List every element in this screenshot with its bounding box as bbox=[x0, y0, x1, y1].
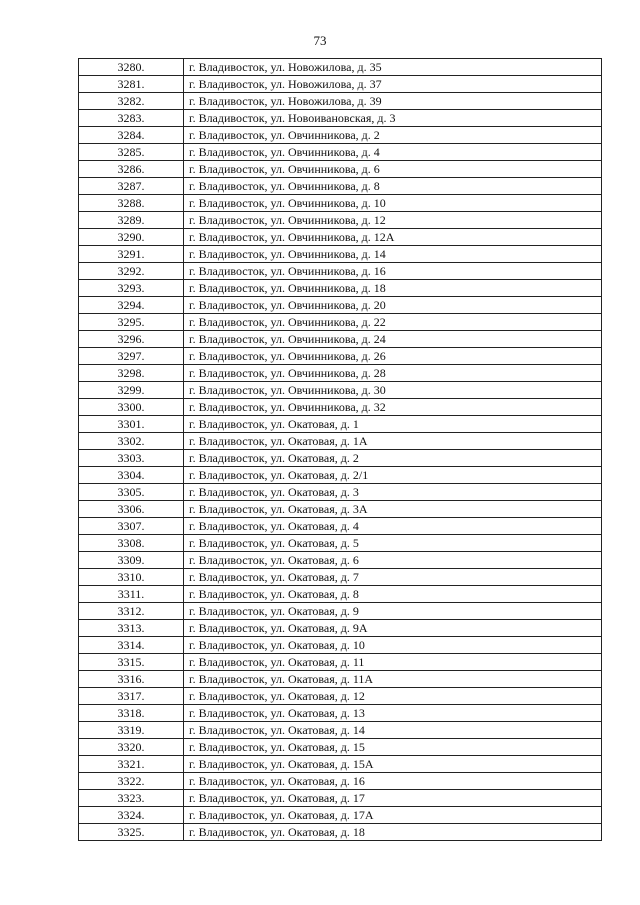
row-address: г. Владивосток, ул. Окатовая, д. 13 bbox=[184, 705, 602, 722]
row-address: г. Владивосток, ул. Овчинникова, д. 24 bbox=[184, 331, 602, 348]
row-address: г. Владивосток, ул. Овчинникова, д. 8 bbox=[184, 178, 602, 195]
table-row bbox=[79, 705, 602, 722]
row-number: 3280. bbox=[79, 59, 184, 76]
row-number: 3292. bbox=[79, 263, 184, 280]
row-number: 3285. bbox=[79, 144, 184, 161]
table-row bbox=[79, 671, 602, 688]
page-number: 73 bbox=[313, 33, 327, 48]
row-number: 3311. bbox=[79, 586, 184, 603]
table-row bbox=[79, 93, 602, 110]
row-address: г. Владивосток, ул. Новожилова, д. 35 bbox=[184, 59, 602, 76]
table-row bbox=[79, 807, 602, 824]
table-row bbox=[79, 433, 602, 450]
table-row bbox=[79, 620, 602, 637]
table-row bbox=[79, 110, 602, 127]
row-address: г. Владивосток, ул. Овчинникова, д. 22 bbox=[184, 314, 602, 331]
row-number: 3298. bbox=[79, 365, 184, 382]
table-row bbox=[79, 688, 602, 705]
row-number: 3283. bbox=[79, 110, 184, 127]
table-row bbox=[79, 331, 602, 348]
address-table-body bbox=[79, 59, 602, 841]
table-row bbox=[79, 127, 602, 144]
row-number: 3314. bbox=[79, 637, 184, 654]
table-row bbox=[79, 637, 602, 654]
row-address: г. Владивосток, ул. Окатовая, д. 18 bbox=[184, 824, 602, 841]
row-address: г. Владивосток, ул. Окатовая, д. 17 bbox=[184, 790, 602, 807]
table-row bbox=[79, 263, 602, 280]
table-row bbox=[79, 586, 602, 603]
row-address: г. Владивосток, ул. Овчинникова, д. 14 bbox=[184, 246, 602, 263]
table-row bbox=[79, 739, 602, 756]
table-row bbox=[79, 314, 602, 331]
table-row bbox=[79, 297, 602, 314]
row-address: г. Владивосток, ул. Окатовая, д. 9 bbox=[184, 603, 602, 620]
row-number: 3301. bbox=[79, 416, 184, 433]
row-number: 3313. bbox=[79, 620, 184, 637]
table-row bbox=[79, 569, 602, 586]
table-row bbox=[79, 178, 602, 195]
row-address: г. Владивосток, ул. Овчинникова, д. 10 bbox=[184, 195, 602, 212]
row-address: г. Владивосток, ул. Окатовая, д. 9А bbox=[184, 620, 602, 637]
row-number: 3325. bbox=[79, 824, 184, 841]
row-number: 3286. bbox=[79, 161, 184, 178]
row-address: г. Владивосток, ул. Окатовая, д. 15 bbox=[184, 739, 602, 756]
row-address: г. Владивосток, ул. Окатовая, д. 1 bbox=[184, 416, 602, 433]
table-row bbox=[79, 416, 602, 433]
table-row bbox=[79, 280, 602, 297]
table-row bbox=[79, 212, 602, 229]
address-table bbox=[78, 58, 602, 841]
table-row bbox=[79, 161, 602, 178]
row-number: 3291. bbox=[79, 246, 184, 263]
row-number: 3282. bbox=[79, 93, 184, 110]
row-address: г. Владивосток, ул. Окатовая, д. 10 bbox=[184, 637, 602, 654]
table-row bbox=[79, 365, 602, 382]
row-number: 3300. bbox=[79, 399, 184, 416]
row-number: 3322. bbox=[79, 773, 184, 790]
row-address: г. Владивосток, ул. Овчинникова, д. 12А bbox=[184, 229, 602, 246]
table-row bbox=[79, 144, 602, 161]
row-address: г. Владивосток, ул. Овчинникова, д. 28 bbox=[184, 365, 602, 382]
row-address: г. Владивосток, ул. Новоивановская, д. 3 bbox=[184, 110, 602, 127]
row-number: 3315. bbox=[79, 654, 184, 671]
row-number: 3323. bbox=[79, 790, 184, 807]
row-address: г. Владивосток, ул. Овчинникова, д. 6 bbox=[184, 161, 602, 178]
table-row bbox=[79, 518, 602, 535]
table-row bbox=[79, 654, 602, 671]
table-row bbox=[79, 552, 602, 569]
row-number: 3288. bbox=[79, 195, 184, 212]
row-address: г. Владивосток, ул. Новожилова, д. 39 bbox=[184, 93, 602, 110]
table-row bbox=[79, 229, 602, 246]
table-row bbox=[79, 246, 602, 263]
row-address: г. Владивосток, ул. Окатовая, д. 12 bbox=[184, 688, 602, 705]
row-address: г. Владивосток, ул. Окатовая, д. 11А bbox=[184, 671, 602, 688]
row-address: г. Владивосток, ул. Окатовая, д. 14 bbox=[184, 722, 602, 739]
table-row bbox=[79, 535, 602, 552]
table-row bbox=[79, 756, 602, 773]
row-address: г. Владивосток, ул. Овчинникова, д. 20 bbox=[184, 297, 602, 314]
row-number: 3318. bbox=[79, 705, 184, 722]
row-number: 3305. bbox=[79, 484, 184, 501]
table-row bbox=[79, 722, 602, 739]
row-address: г. Владивосток, ул. Окатовая, д. 16 bbox=[184, 773, 602, 790]
table-row bbox=[79, 484, 602, 501]
row-number: 3307. bbox=[79, 518, 184, 535]
table-row bbox=[79, 450, 602, 467]
row-address: г. Владивосток, ул. Овчинникова, д. 18 bbox=[184, 280, 602, 297]
row-number: 3287. bbox=[79, 178, 184, 195]
row-number: 3310. bbox=[79, 569, 184, 586]
row-address: г. Владивосток, ул. Овчинникова, д. 32 bbox=[184, 399, 602, 416]
table-row bbox=[79, 790, 602, 807]
row-number: 3304. bbox=[79, 467, 184, 484]
row-number: 3302. bbox=[79, 433, 184, 450]
row-address: г. Владивосток, ул. Окатовая, д. 3 bbox=[184, 484, 602, 501]
row-address: г. Владивосток, ул. Окатовая, д. 11 bbox=[184, 654, 602, 671]
row-address: г. Владивосток, ул. Окатовая, д. 2/1 bbox=[184, 467, 602, 484]
table-row bbox=[79, 467, 602, 484]
row-number: 3296. bbox=[79, 331, 184, 348]
row-number: 3324. bbox=[79, 807, 184, 824]
row-address: г. Владивосток, ул. Окатовая, д. 7 bbox=[184, 569, 602, 586]
row-address: г. Владивосток, ул. Новожилова, д. 37 bbox=[184, 76, 602, 93]
row-number: 3308. bbox=[79, 535, 184, 552]
row-address: г. Владивосток, ул. Овчинникова, д. 12 bbox=[184, 212, 602, 229]
row-number: 3299. bbox=[79, 382, 184, 399]
row-number: 3284. bbox=[79, 127, 184, 144]
row-number: 3317. bbox=[79, 688, 184, 705]
row-number: 3306. bbox=[79, 501, 184, 518]
table-row bbox=[79, 348, 602, 365]
row-address: г. Владивосток, ул. Окатовая, д. 15А bbox=[184, 756, 602, 773]
row-number: 3290. bbox=[79, 229, 184, 246]
table-row bbox=[79, 195, 602, 212]
row-address: г. Владивосток, ул. Овчинникова, д. 26 bbox=[184, 348, 602, 365]
row-number: 3316. bbox=[79, 671, 184, 688]
table-row bbox=[79, 59, 602, 76]
row-address: г. Владивосток, ул. Окатовая, д. 17А bbox=[184, 807, 602, 824]
row-address: г. Владивосток, ул. Овчинникова, д. 2 bbox=[184, 127, 602, 144]
row-number: 3309. bbox=[79, 552, 184, 569]
row-address: г. Владивосток, ул. Овчинникова, д. 16 bbox=[184, 263, 602, 280]
row-number: 3303. bbox=[79, 450, 184, 467]
row-number: 3320. bbox=[79, 739, 184, 756]
table-row bbox=[79, 824, 602, 841]
row-number: 3289. bbox=[79, 212, 184, 229]
row-address: г. Владивосток, ул. Окатовая, д. 5 bbox=[184, 535, 602, 552]
row-address: г. Владивосток, ул. Овчинникова, д. 30 bbox=[184, 382, 602, 399]
row-address: г. Владивосток, ул. Окатовая, д. 3А bbox=[184, 501, 602, 518]
table-row bbox=[79, 603, 602, 620]
row-address: г. Владивосток, ул. Окатовая, д. 1А bbox=[184, 433, 602, 450]
row-address: г. Владивосток, ул. Окатовая, д. 8 bbox=[184, 586, 602, 603]
row-address: г. Владивосток, ул. Овчинникова, д. 4 bbox=[184, 144, 602, 161]
table-row bbox=[79, 501, 602, 518]
table-row bbox=[79, 382, 602, 399]
row-number: 3293. bbox=[79, 280, 184, 297]
row-number: 3312. bbox=[79, 603, 184, 620]
row-number: 3281. bbox=[79, 76, 184, 93]
row-address: г. Владивосток, ул. Окатовая, д. 4 bbox=[184, 518, 602, 535]
row-number: 3294. bbox=[79, 297, 184, 314]
row-address: г. Владивосток, ул. Окатовая, д. 6 bbox=[184, 552, 602, 569]
table-row bbox=[79, 76, 602, 93]
table-row bbox=[79, 773, 602, 790]
row-number: 3319. bbox=[79, 722, 184, 739]
row-address: г. Владивосток, ул. Окатовая, д. 2 bbox=[184, 450, 602, 467]
row-number: 3297. bbox=[79, 348, 184, 365]
table-row bbox=[79, 399, 602, 416]
row-number: 3321. bbox=[79, 756, 184, 773]
row-number: 3295. bbox=[79, 314, 184, 331]
